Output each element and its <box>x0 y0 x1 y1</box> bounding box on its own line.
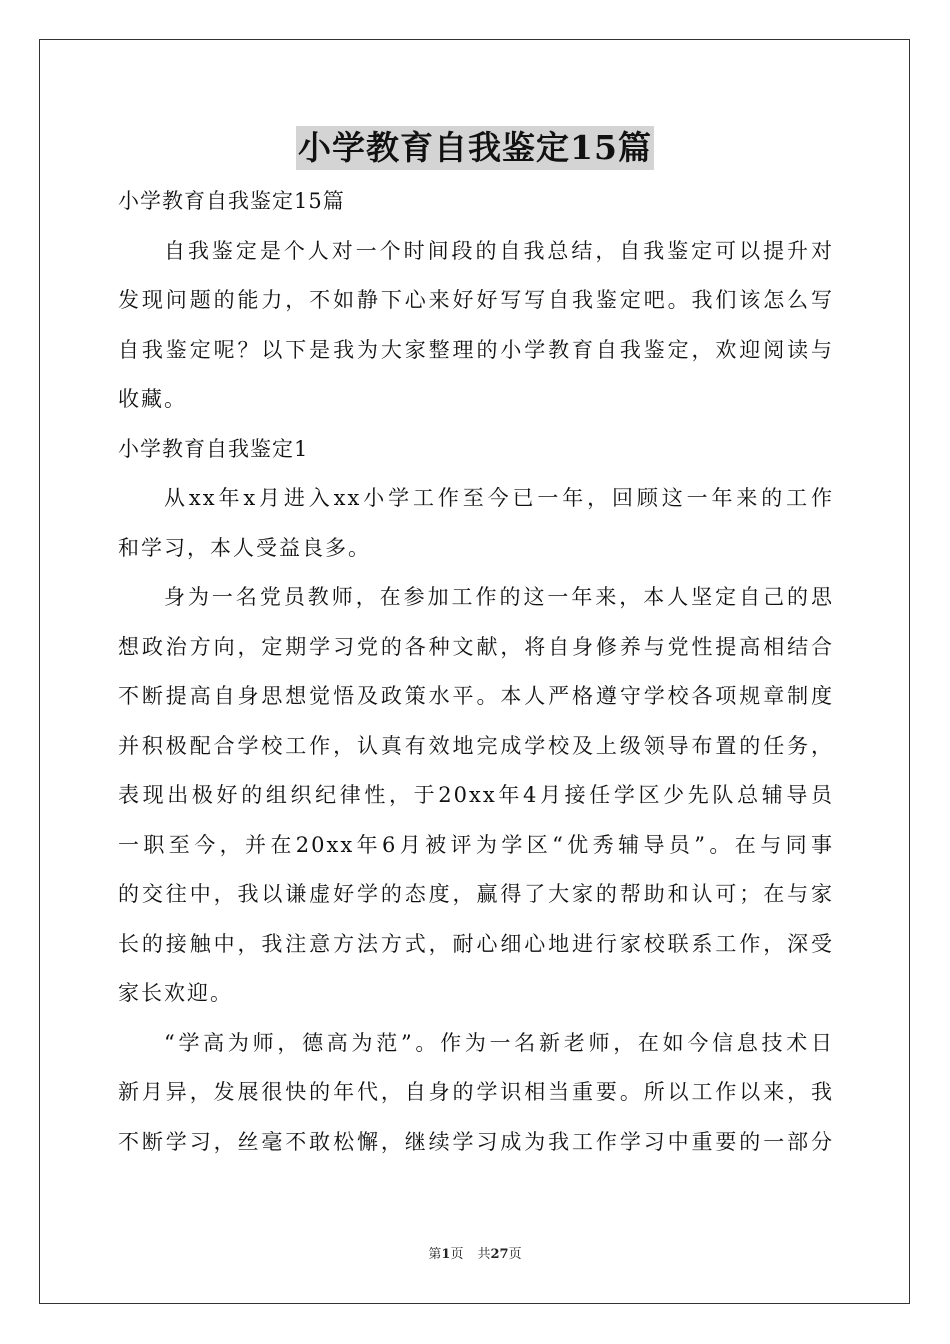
page-number: 1 <box>441 1247 451 1262</box>
paragraph-line: 一职至今，并在20xx年6月被评为学区“优秀辅导员”。在与同事 <box>118 832 834 857</box>
total-prefix: 共 <box>477 1247 491 1262</box>
paragraph-line: 并积极配合学校工作，认真有效地完成学校及上级领导布置的任务， <box>118 733 834 758</box>
paragraph-line: 想政治方向，定期学习党的各种文献，将自身修养与党性提高相结合 <box>118 634 834 659</box>
title-container <box>0 126 950 170</box>
page-suffix: 页 <box>450 1247 464 1262</box>
total-suffix: 页 <box>508 1247 522 1262</box>
paragraph-line: 从xx年x月进入xx小学工作至今已一年，回顾这一年来的工作 <box>164 486 834 510</box>
paragraph-line: 和学习，本人受益良多。 <box>118 535 371 560</box>
paragraph-line: 收藏。 <box>118 387 187 411</box>
paragraph-line: 自我鉴定是个人对一个时间段的自我总结，自我鉴定可以提升对 <box>164 238 834 263</box>
paragraph-line: 自我鉴定呢？以下是我为大家整理的小学教育自我鉴定，欢迎阅读与 <box>118 337 834 362</box>
paragraph-line: 不断提高自身思想觉悟及政策水平。本人严格遵守学校各项规章制度 <box>118 684 834 708</box>
paragraph-line: 身为一名党员教师，在参加工作的这一年来，本人坚定自己的思 <box>164 585 834 609</box>
page-footer <box>0 1246 950 1264</box>
paragraph-line: 的交往中，我以谦虚好学的态度，赢得了大家的帮助和认可；在与家 <box>118 882 834 906</box>
document-body <box>118 182 834 1172</box>
paragraph-line: “学高为师，德高为范”。作为一名新老师，在如今信息技术日 <box>164 1030 834 1055</box>
page-prefix: 第 <box>428 1247 442 1262</box>
paragraph-line: 发现问题的能力，不如静下心来好好写写自我鉴定吧。我们该怎么写 <box>118 288 834 312</box>
paragraph-line: 长的接触中，我注意方法方式，耐心细心地进行家校联系工作，深受 <box>118 931 834 956</box>
paragraph-line: 表现出极好的组织纪律性，于20xx年4月接任学区少先队总辅导员 <box>118 783 834 807</box>
document-title: 小学教育自我鉴定15篇 <box>296 126 654 170</box>
total-pages: 27 <box>490 1247 509 1262</box>
section-heading: 小学教育自我鉴定1 <box>118 436 309 461</box>
paragraph-line: 新月异，发展很快的年代，自身的学识相当重要。所以工作以来，我 <box>118 1080 834 1104</box>
subtitle-line: 小学教育自我鉴定15篇 <box>118 189 345 213</box>
paragraph-line: 不断学习，丝毫不敢松懈，继续学习成为我工作学习中重要的一部分 <box>118 1129 834 1154</box>
paragraph-line: 家长欢迎。 <box>118 981 233 1005</box>
